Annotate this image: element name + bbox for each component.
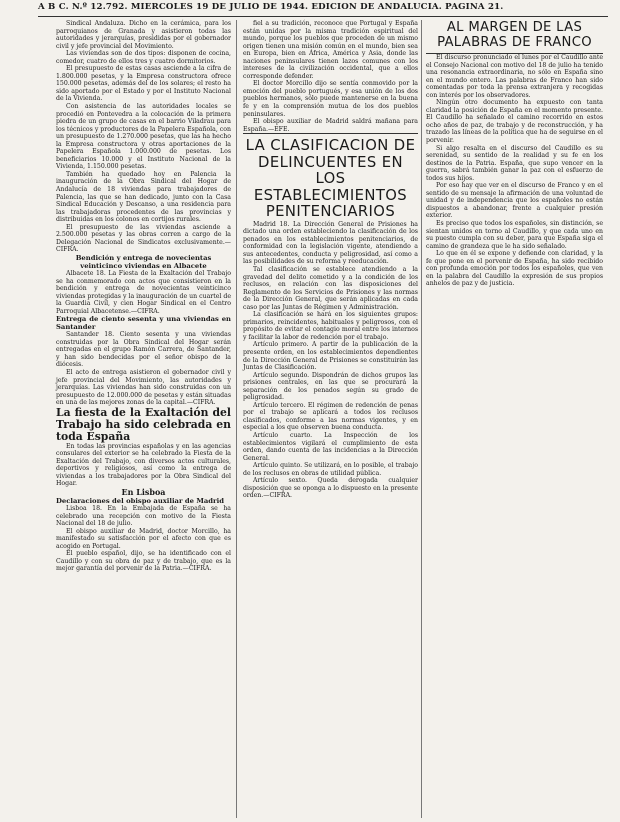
- paragraph: Artículo sexto. Queda derogada cualquier disposición que se oponga a lo dispuesto en la presente orden.—CIFRA.: [243, 477, 418, 500]
- paragraph: Por eso hay que ver en el discurso de Franco y en el sentido de su mensaje la afirmación de una voluntad de unidad y de independencia que los españoles no están dispuestos a abandonar, frente a cualquier presión exterior.: [426, 182, 603, 220]
- headline: La fiesta de la Exaltación del Trabajo ha sido celebrada en toda España: [56, 405, 231, 443]
- paragraph: Artículo tercero. El régimen de redención de penas por el trabajo se aplicará a todos los reclusos clasificados, conforme a las normas vigentes, y en especial a los que observen buena conducta.: [243, 401, 418, 432]
- paragraph: Albacete 18. La Fiesta de la Exaltación del Trabajo se ha conmemorado con actos que consistieron en la bendición y entrega de novecientas veinticinco viviendas protegidas y la inauguración de un cuartel de la Guardia Civil, y cien Hogar Sindical en el Centro Parroquial Albacetense.—CIFRA.: [56, 269, 231, 315]
- paragraph: Las viviendas son de dos tipos: disponen de cocina, comedor, cuatro de ellos tres y cuatro dormitorios.: [56, 50, 231, 65]
- column-divider: [421, 20, 422, 818]
- page-header: A B C. N.º 12.792. MIERCOLES 19 DE JULIO DE 1944. EDICION DE ANDALUCIA. PAGINA 21.: [38, 2, 608, 17]
- paragraph: El pueblo español, dijo, se ha identificado con el Caudillo y con su obra de paz y de trabajo, que es la mejor garantía del porvenir de la Patria.—CIFRA.: [56, 550, 231, 573]
- paragraph: Con asistencia de las autoridades locales se procedió en Pontevedra a la colocación de la primera piedra de un grupo de casas en el barrio Viladrau para los técnicos y productores de la Papelera Española, con un presupuesto de 1.270.000 pesetas, que las ha hecho la Empresa constructora y otras aportaciones de la Papelera Española 1.000.000 de pesetas. Los beneficiarios 10.000 y el Instituto Nacional de la Vivienda, 1.150.000 pesetas.: [56, 103, 231, 171]
- subheading: Declaraciones del obispo auxiliar de Madrid: [56, 496, 224, 505]
- column-divider: [236, 20, 237, 818]
- paragraph: Es preciso que todos los españoles, sin distinción, se sientan unidos en torno al Caudillo, y que cada uno en su puesto cumpla con su deber, para que España siga el camino de grandeza que le ha sido señalado.: [426, 220, 603, 250]
- column-middle: [243, 20, 418, 500]
- paragraph: fiel a su tradición, reconoce que Portugal y España están unidas por la misma tradición espiritual del mundo, porque los pueblos que proceden de un mismo origen tienen una misión común en el mundo, bien sea en Europa, bien en África, América y Asia, donde las naciones peninsulares tienen lazos comunes con los intereses de la civilización occidental, que a ellos corresponde defender.: [243, 20, 418, 80]
- paragraph: Sindical Andaluza. Dicho en la cerámica, para los parroquianos de Granada y asistieron todas las autoridades y jerarquías, presididas por el gobernador civil y jefe provincial del Movimiento.: [56, 20, 231, 50]
- paragraph: En todas las provincias españolas y en las agencias consulares del exterior se ha celebrado la Fiesta de la Exaltación del Trabajo, con diversos actos culturales, deportivos y religiosos, así como la entrega de viviendas a los trabajadores por la Obra Sindical del Hogar.: [56, 442, 231, 488]
- paragraph: Artículo segundo. Dispondrán de dichos grupos las prisiones centrales, en las que se procurará la separación de los penados según su grado de peligrosidad.: [243, 371, 418, 402]
- paragraph: El obispo auxiliar de Madrid, doctor Morcillo, ha manifestado su satisfacción por el afecto con que es acogido en Portugal.: [56, 527, 231, 550]
- paragraph: Lisboa 18. En la Embajada de España se ha celebrado una recepción con motivo de la Fiesta Nacional del 18 de julio.: [56, 504, 231, 528]
- paragraph: Santander 18. Ciento sesenta y una viviendas construidas por la Obra Sindical del Hogar serán entregadas en el grupo Ramón Carrera, de Santander, y han sido bendecidas por el señor obispo de la diócesis.: [56, 331, 231, 369]
- paragraph: Ningún otro documento ha expuesto con tanta claridad la posición de España en el momento presente. El Caudillo ha señalado el camino recorrido en estos ocho años de paz, de trabajo y de reconstrucción, y ha trazado las líneas de la política que ha de seguirse en el porvenir.: [426, 99, 603, 145]
- paragraph: El presupuesto de estas casas asciende a la cifra de 1.800.000 pesetas, y la Empresa constructora ofrece 150.000 pesetas, además del de los solares; el resto ha sido aportado por el Estado y por el Instituto Nacional de la Vivienda.: [56, 65, 231, 103]
- paragraph: También ha quedado hoy en Palencia la inauguración de la Obra Sindical del Hogar de Andalucía de 18 viviendas para trabajadores de Palencia, las que se han dedicado, junto con la Casa Sindical Educación y Descanso, a una residencia para las trabajadoras procedentes de las provincias y distribuidas en los colonos en cortijos rurales.: [56, 170, 231, 224]
- paragraph: Si algo resalta en el discurso del Caudillo es su serenidad, su sentido de la realidad y su fe en los destinos de la Patria. España, que supo vencer en la guerra, sabrá también ganar la paz con el esfuerzo de todos sus hijos.: [426, 144, 603, 182]
- paragraph: Lo que en él se expone y defiende con claridad, y la fe que pone en el porvenir de España, ha sido recibido con profunda emoción por todos los españoles, que ven en la palabra del Caudillo la expresión de sus propios anhelos de paz y de justicia.: [426, 250, 603, 288]
- paragraph: El doctor Morcillo dijo se sentía conmovido por la emoción del pueblo portugués, y esa unión de los dos pueblos hermanos, sólo puede mantenerse en la buena fe y en la comprensión mutua de los dos pueblos peninsulares.: [243, 80, 418, 118]
- headline: LA CLASIFICACION DE DELINCUENTES EN LOS ESTABLECIMIENTOS PENITENCIARIOS: [243, 133, 418, 221]
- paragraph: Tal clasificación se establece atendiendo a la gravedad del delito cometido y a la condición de los reclusos, en relación con las disposiciones del Reglamento de los Servicios de Prisiones y las normas de la Dirección General, que serán aplicadas en cada caso por las Juntas de Régimen y Administración.: [243, 265, 418, 311]
- paragraph: El acto de entrega asistieron el gobernador civil y jefe provincial del Movimiento, las autoridades y jerarquías. Las viviendas han sido construidas con un presupuesto de 12.000.000 de pesetas y están situadas en una de las mejores zonas de la capital.—CIFRA.: [56, 368, 231, 407]
- column-right: [426, 20, 603, 288]
- subheading: Entrega de ciento sesenta y una viviendas en Santander: [56, 315, 231, 332]
- paragraph: Artículo quinto. Se utilizará, en lo posible, el trabajo de los reclusos en obras de utilidad pública.: [243, 462, 418, 477]
- paragraph: Artículo cuarto. La Inspección de los establecimientos vigilará el cumplimiento de esta orden, dando cuenta de las incidencias a la Dirección General.: [243, 432, 418, 462]
- paragraph: El discurso pronunciado el lunes por el Caudillo ante el Consejo Nacional con motivo del 18 de julio ha tenido una resonancia extraordinaria, no sólo en España sino en el mundo entero. Las palabras de Franco han sido comentadas por toda la prensa extranjera y recogidas con interés por los observadores.: [426, 54, 603, 99]
- subheading: Bendición y entrega de novecientas veinticinco viviendas en Albacete: [75, 253, 212, 270]
- paragraph: La clasificación se hará en los siguientes grupos: primarios, reincidentes, habituales y peligrosos, con el propósito de evitar el contagio moral entre los internos y facilitar la labor de redención por el trabajo.: [243, 311, 418, 341]
- headline: AL MARGEN DE LAS PALABRAS DE FRANCO: [426, 20, 603, 54]
- column-left: [56, 20, 231, 573]
- paragraph: Artículo primero. A partir de la publicación de la presente orden, en los establecimientos dependientes de la Dirección General de Prisiones se constituirán las Juntas de Clasificación.: [243, 341, 418, 372]
- headline: En Lisboa: [121, 486, 166, 497]
- paragraph: Madrid 18. La Dirección General de Prisiones ha dictado una orden estableciendo la clasificación de los penados en los establecimientos penitenciarios, de conformidad con la legislación vigente, atendiendo a sus antecedentes, conducta y peligrosidad, así como a las posibilidades de su reforma y reeducación.: [243, 220, 418, 266]
- paragraph: El obispo auxiliar de Madrid saldrá mañana para España.—EFE.: [243, 118, 418, 133]
- paragraph: El presupuesto de las viviendas asciende a 2.500.000 pesetas y las obras corren a cargo de la Delegación Nacional de Sindicatos exclusivamente.—CIFRA.: [56, 223, 231, 254]
